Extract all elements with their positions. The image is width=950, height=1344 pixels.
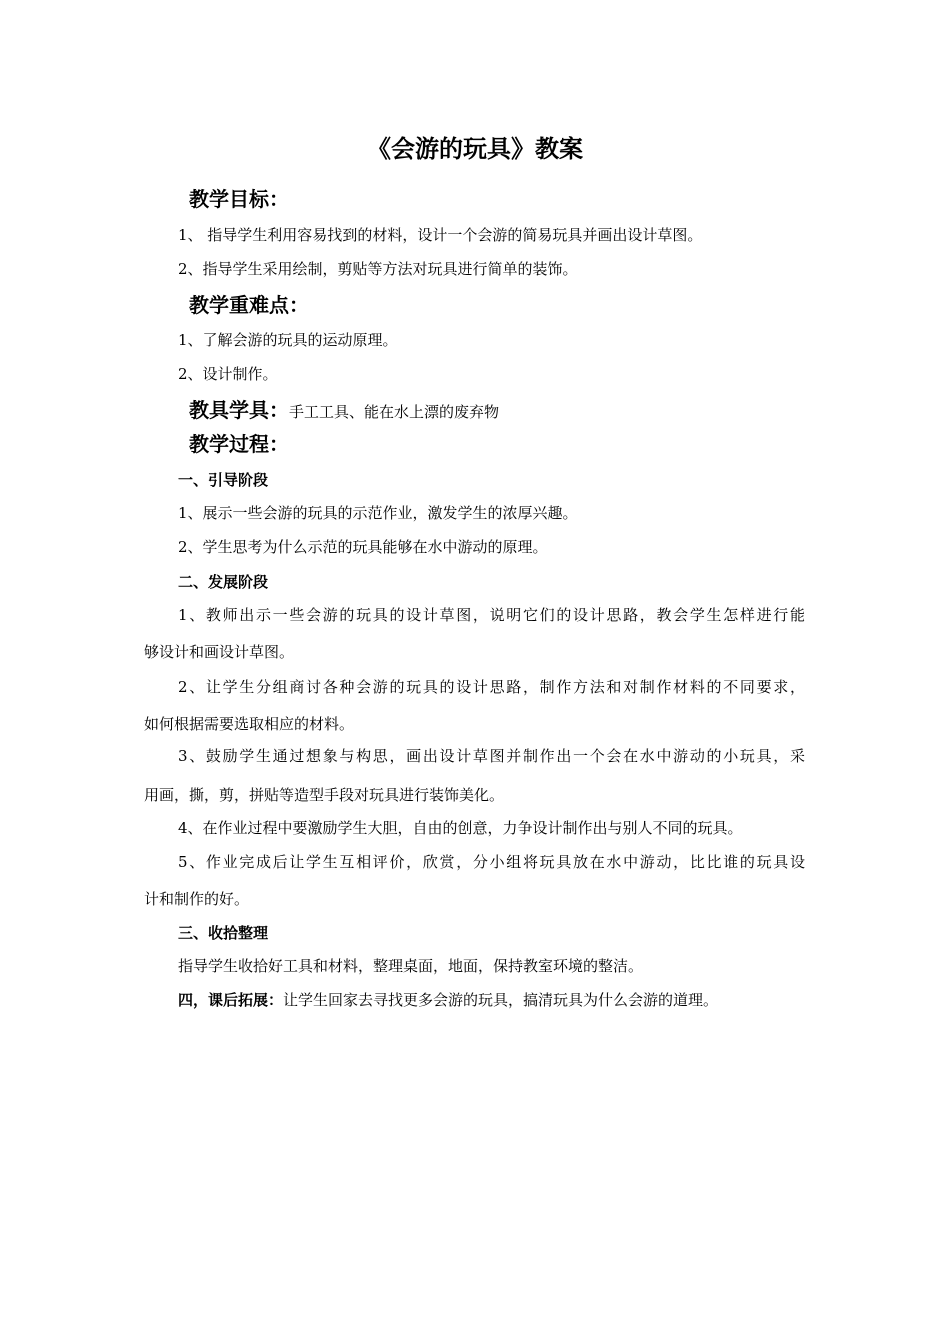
materials-heading: 教具学具：: [189, 398, 289, 422]
stage2-paragraph-5-line-2: 计和制作的好。: [144, 890, 250, 908]
stage2-paragraph-2-line-1: [178, 677, 805, 697]
stage2-p2-l1-text: 2、让学生分组商讨各种会游的玩具的设计思路，制作方法和对制作材料的不同要求，: [178, 678, 805, 696]
objective-item-2: 2、指导学生采用绘制，剪贴等方法对玩具进行简单的装饰。: [178, 260, 578, 278]
stage2-paragraph-1-line-2: 够设计和画设计草图。: [144, 643, 295, 661]
objectives-heading: 教学目标：: [189, 187, 289, 211]
key-point-item-2: 2、设计制作。: [178, 365, 278, 383]
stage2-p1-l1-text: 1、教师出示一些会游的玩具的设计草图，说明它们的设计思路，教会学生怎样进行能: [178, 606, 805, 624]
stage2-paragraph-2-line-2: 如何根据需要选取相应的材料。: [144, 715, 355, 733]
stage2-paragraph-5-line-1: [178, 852, 805, 872]
stage4-row: [178, 990, 718, 1010]
stage2-paragraph-1-line-1: [178, 605, 805, 625]
materials-heading-row: [189, 396, 499, 426]
stage2-paragraph-3-line-1: [178, 746, 805, 766]
stage3-text: 指导学生收拾好工具和材料，整理桌面，地面，保持教室环境的整洁。: [178, 957, 644, 975]
stage1-item-2: 2、学生思考为什么示范的玩具能够在水中游动的原理。: [178, 538, 548, 556]
stage2-paragraph-4: 4、在作业过程中要激励学生大胆，自由的创意，力争设计制作出与别人不同的玩具。: [178, 819, 743, 837]
process-heading: 教学过程：: [189, 432, 289, 456]
stage4-label: 四，课后拓展：: [178, 991, 284, 1009]
materials-text: 手工工具、能在水上漂的废弃物: [289, 403, 500, 421]
stage3-heading: 三、收拾整理: [178, 924, 269, 942]
stage2-heading: 二、发展阶段: [178, 573, 269, 591]
stage1-heading: 一、引导阶段: [178, 471, 269, 489]
key-points-heading: 教学重难点：: [189, 293, 309, 317]
stage2-p3-l1-text: 3、鼓励学生通过想象与构思，画出设计草图并制作出一个会在水中游动的小玩具，采: [178, 747, 805, 765]
key-point-item-1: 1、了解会游的玩具的运动原理。: [178, 331, 398, 349]
stage2-p5-l1-text: 5、作业完成后让学生互相评价，欣赏，分小组将玩具放在水中游动，比比谁的玩具设: [178, 853, 805, 871]
document-title: 《会游的玩具》教案: [367, 135, 583, 163]
stage4-text: 让学生回家去寻找更多会游的玩具，搞清玩具为什么会游的道理。: [283, 991, 719, 1009]
objective-item-1: 1、 指导学生利用容易找到的材料，设计一个会游的简易玩具并画出设计草图。: [178, 226, 703, 244]
stage2-paragraph-3-line-2: 用画，撕，剪，拼贴等造型手段对玩具进行装饰美化。: [144, 786, 505, 804]
stage1-item-1: 1、展示一些会游的玩具的示范作业，激发学生的浓厚兴趣。: [178, 504, 578, 522]
